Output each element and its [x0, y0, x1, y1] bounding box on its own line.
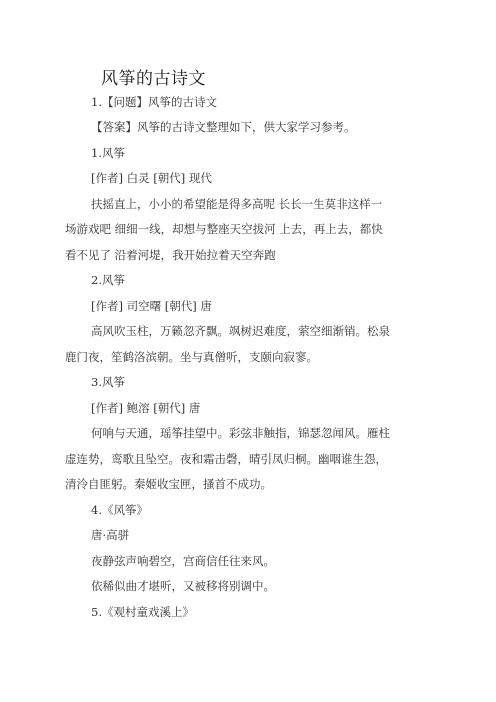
poem-4-text-line: 依稀似曲才堪听，又被移将别调中。 — [91, 579, 275, 593]
poem-2-text-line: 鹿门夜，笙鹤洛滨朝。坐与真僧听，支颐向寂寥。 — [65, 350, 318, 364]
answer-line: 【答案】风筝的古诗文整理如下，供大家学习参考。 — [91, 120, 356, 134]
poem-1-heading: 1.风筝 — [91, 146, 125, 160]
document-title: 风筝的古诗文 — [101, 69, 206, 89]
poem-3-text-line: 何响与天通，瑶筝挂望中。彩弦非触指，锦瑟忽闻风。雁柱 — [91, 426, 390, 440]
poem-3-author: [作者] 鲍溶 [朝代] 唐 — [91, 401, 201, 415]
poem-3-text-line: 虚连势，鸾歌且坠空。夜和霜击磬，晴引凤归桐。幽咽谁生怨， — [65, 452, 387, 466]
question-line: 1.【问题】风筝的古诗文 — [91, 95, 217, 109]
poem-3-heading: 3.风筝 — [91, 375, 125, 389]
poem-1-author: [作者] 白灵 [朝代] 现代 — [91, 171, 212, 185]
poem-1-text-line: 看不见了 沿着河堤，我开始拉着天空奔跑 — [65, 248, 276, 262]
poem-4-author: 唐·高骈 — [91, 528, 130, 542]
poem-2-heading: 2.风筝 — [91, 273, 125, 287]
poem-2-text-line: 高风吹玉柱，万籁忽齐飘。飒树迟难度，萦空细渐销。松泉 — [91, 324, 390, 338]
poem-4-text-line: 夜静弦声响碧空，宫商信任往来风。 — [91, 554, 275, 568]
poem-4-heading: 4.《风筝》 — [91, 503, 148, 517]
poem-1-text-line: 扶摇直上，小小的希望能是得多高呢 长长一生莫非这样一 — [91, 197, 383, 211]
poem-3-text-line: 清泠自匪躬。秦姬收宝匣，搔首不成功。 — [65, 477, 272, 491]
poem-5-heading: 5.《观村童戏溪上》 — [91, 605, 194, 619]
poem-2-author: [作者] 司空曙 [朝代] 唐 — [91, 299, 212, 313]
poem-1-text-line: 场游戏吧 细细一线，却想与整座天空拔河 上去，再上去，都快 — [65, 222, 383, 236]
